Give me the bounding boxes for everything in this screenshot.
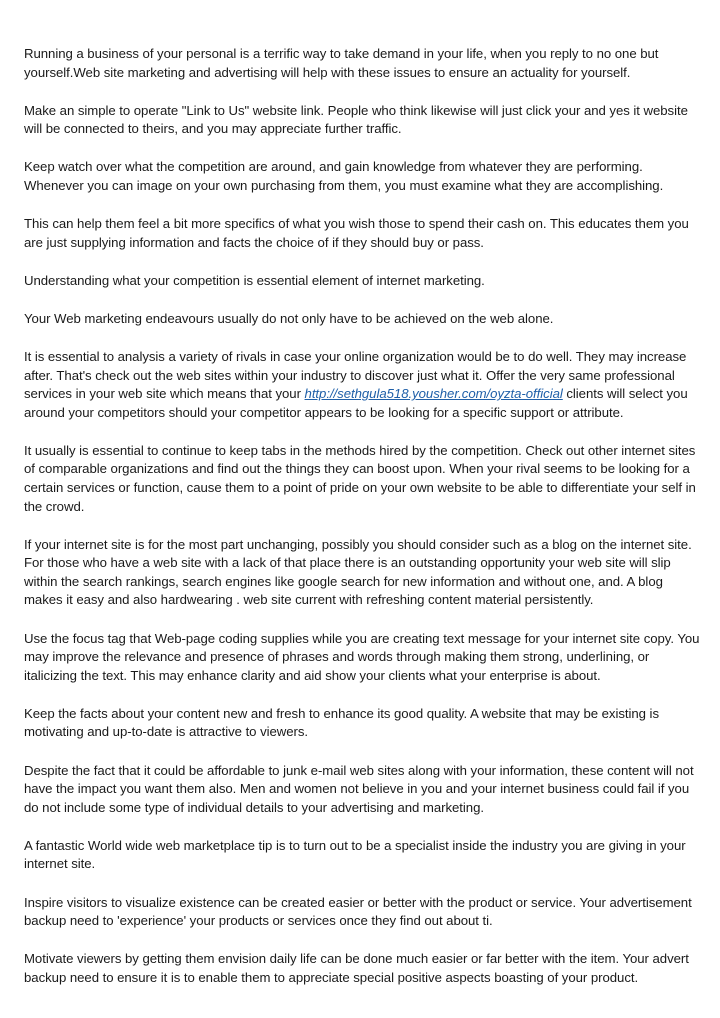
paragraph-7-text-before: It is essential to analysis a variety of rivals in case your online organization would be to do well. They may increase after. That's check out the web sites within your industry to discover just what it. Offer the very same professional services in your web site which means that your <box>24 348 687 402</box>
paragraph-14: Inspire visitors to visualize existence can be created easier or better with the product or service. Your advertisement backup need to 'experience' your products or services once they find out about ti. <box>24 894 692 929</box>
paragraph-11: Keep the facts about your content new and fresh to enhance its good quality. A website that may be existing is motivating and up-to-date is attractive to viewers. <box>24 705 659 740</box>
paragraph-10: Use the focus tag that Web-page coding supplies while you are creating text message for your internet site copy. You may improve the relevance and presence of phrases and words through making them strong, underlining, or italicizing the text. This may enhance clarity and aid show your clients what your enterprise is about. <box>24 630 700 683</box>
paragraph-3: Keep watch over what the competition are around, and gain knowledge from whatever they are performing. Whenever you can image on your own purchasing from them, you must examine what they are accomplishing. <box>24 159 664 193</box>
paragraph-4: This can help them feel a bit more specifics of what you wish those to spend their cash on. This educates them you are just supplying information and facts the choice of if they should buy or pass. <box>24 216 689 250</box>
paragraph-12: Despite the fact that it could be affordable to junk e-mail web sites along with your information, these content will not have the impact you want them also. Men and women not believe in you and your internet business could fail if you do not include some type of individual details to your advertising and marketing. <box>24 762 694 815</box>
paragraph-7-with-link <box>24 348 700 422</box>
paragraph-1: Running a business of your personal is a terrific way to take demand in your life, when you reply to no one but yourself.Web site marketing and advertising will help with these issues to ensure an actuality for yourself. <box>24 46 659 80</box>
external-link[interactable]: http://sethgula518.yousher.com/oyzta-official <box>304 386 563 402</box>
paragraph-13: A fantastic World wide web marketplace tip is to turn out to be a specialist inside the industry you are giving in your internet site. <box>24 837 686 872</box>
paragraph-8: It usually is essential to continue to keep tabs in the methods hired by the competition. Check out other internet sites of comparable organizations and find out the things they can boost upon. When your rival seems to be looking for a certain services or function, cause them to a point of pride on your own website to be able to differentiate your self in the crowd. <box>24 442 696 514</box>
paragraph-7-text-after: clients will select you around your competitors should your competitor appears to be looking for a specific support or attribute. <box>24 386 688 420</box>
paragraph-6: Your Web marketing endeavours usually do not only have to be achieved on the web alone. <box>24 310 554 326</box>
paragraph-9: If your internet site is for the most part unchanging, possibly you should consider such as a blog on the internet site. For those who have a web site with a lack of that place there is an outstanding opportunity your web site will slip within the search rankings, search engines like google search for new information and without one, and. A blog makes it easy and also hardwearing . web site current with refreshing content material persistently. <box>24 536 692 608</box>
paragraph-15: Motivate viewers by getting them envision daily life can be done much easier or far better with the item. Your advert backup need to ensure it is to enable them to appreciate special positive aspects boasting of your product. <box>24 951 689 985</box>
paragraph-2: Make an simple to operate "Link to Us" website link. People who think likewise will just click your and yes it website will be connected to theirs, and you may appreciate further traffic. <box>24 102 688 137</box>
paragraph-5: Understanding what your competition is essential element of internet marketing. <box>24 272 485 288</box>
